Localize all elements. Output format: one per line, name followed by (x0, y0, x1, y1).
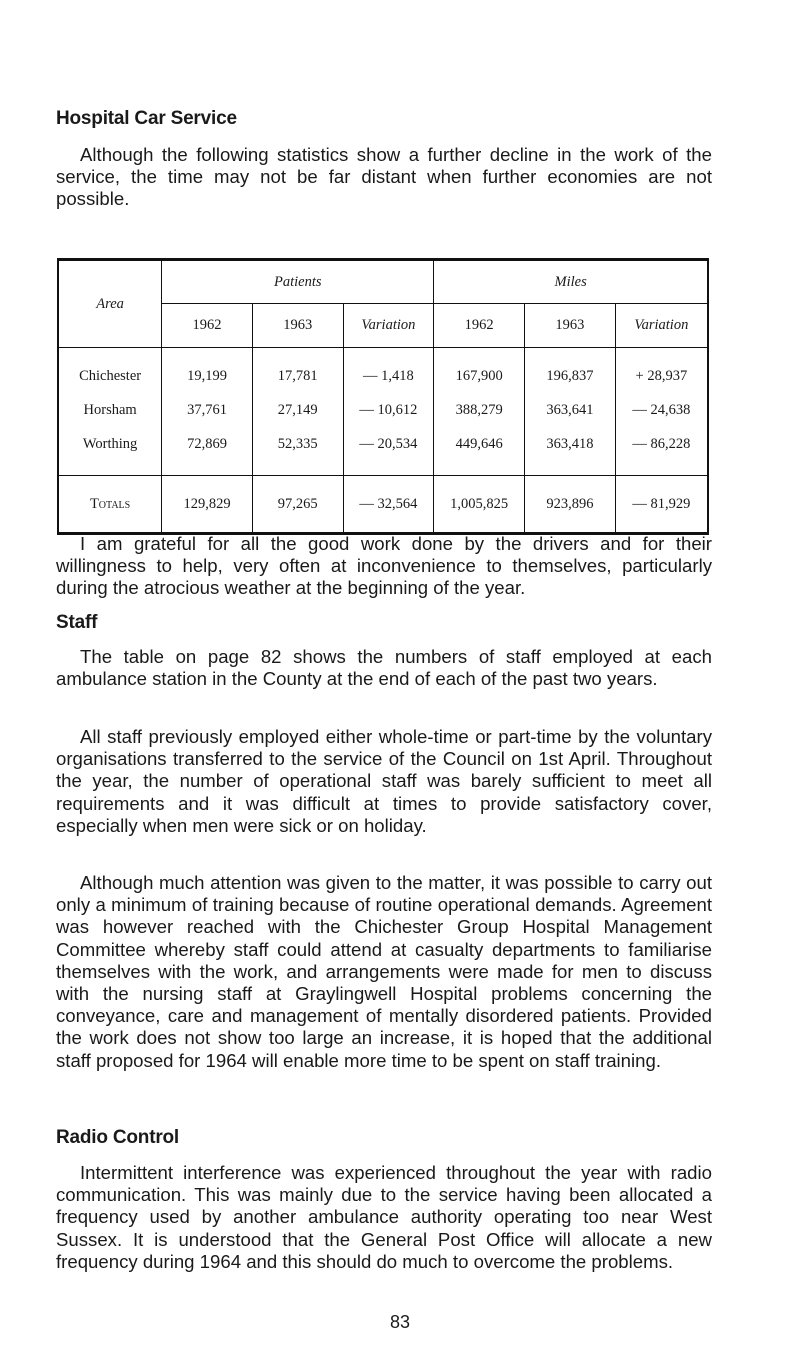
cell-patients-1963: 52,335 (252, 428, 343, 462)
cell-miles-1962: 449,646 (434, 428, 525, 462)
staff-paragraph-1: The table on page 82 shows the numbers of staff employed at each ambulance station in the County at the end of each of the past two years. (56, 646, 712, 690)
subheader-miles-variation: Variation (615, 304, 708, 348)
staff-paragraph-2: All staff previously employed either whole-time or part-time by the voluntary organisations transferred to the service of the Council on 1st April. Throughout the year, the number of operational staff was barely sufficient to meet all requirements and it was difficult at times to provide satisfactory cover, especially when men were sick or on holiday. (56, 726, 712, 836)
heading-hospital-car-service: Hospital Car Service (56, 108, 237, 129)
page-number: 83 (389, 1312, 411, 1332)
cell-area: Chichester (79, 368, 142, 384)
miles-header: Miles (434, 260, 708, 304)
patients-header: Patients (162, 260, 434, 304)
table-row (58, 428, 708, 462)
intro-paragraph: Although the following statistics show a further decline in the work of the service, the time may not be far distant when further economies are not possible. (56, 144, 712, 210)
cell-patients-variation: — 1,418 (343, 360, 434, 394)
cell-area: Horsham (83, 402, 137, 418)
cell-totals-patients-1962: 129,829 (162, 476, 253, 534)
subheader-miles-1962: 1962 (434, 304, 525, 348)
statistics-table (57, 258, 709, 535)
cell-miles-1963: 363,641 (525, 394, 616, 428)
subheader-patients-1963: 1963 (252, 304, 343, 348)
cell-patients-1962: 72,869 (162, 428, 253, 462)
table-header-row (58, 260, 708, 304)
cell-patients-1962: 19,199 (162, 360, 253, 394)
radio-paragraph: Intermittent interference was experienced throughout the year with radio communication. This was mainly due to the service having been allocated a frequency used by another ambulance authority operating too near West Sussex. It is understood that the General Post Office will allocate a new frequency during 1964 and this should do much to overcome the problems. (56, 1162, 712, 1272)
cell-area: Worthing (82, 436, 138, 452)
table-row (58, 394, 708, 428)
heading-staff: Staff (56, 612, 98, 633)
cell-miles-1962: 388,279 (434, 394, 525, 428)
cell-patients-variation: — 20,534 (343, 428, 434, 462)
cell-miles-variation: — 86,228 (615, 428, 708, 462)
subheader-patients-variation: Variation (343, 304, 434, 348)
cell-totals-patients-variation: — 32,564 (343, 476, 434, 534)
cell-totals-miles-1962: 1,005,825 (434, 476, 525, 534)
cell-totals-miles-1963: 923,896 (525, 476, 616, 534)
cell-patients-1962: 37,761 (162, 394, 253, 428)
cell-totals-label: Totals (89, 495, 131, 512)
area-header: Area (58, 260, 162, 348)
cell-miles-1963: 363,418 (525, 428, 616, 462)
cell-miles-1963: 196,837 (525, 360, 616, 394)
cell-miles-1962: 167,900 (434, 360, 525, 394)
cell-totals-miles-variation: — 81,929 (615, 476, 708, 534)
subheader-patients-1962: 1962 (162, 304, 253, 348)
cell-totals-patients-1963: 97,265 (252, 476, 343, 534)
cell-patients-1963: 17,781 (252, 360, 343, 394)
cell-patients-1963: 27,149 (252, 394, 343, 428)
cell-miles-variation: — 24,638 (615, 394, 708, 428)
cell-miles-variation: + 28,937 (615, 360, 708, 394)
spacer-row (58, 348, 708, 360)
totals-row (58, 476, 708, 534)
table-row (58, 360, 708, 394)
heading-radio-control: Radio Control (56, 1127, 179, 1148)
subheader-miles-1963: 1963 (525, 304, 616, 348)
cell-patients-variation: — 10,612 (343, 394, 434, 428)
spacer-row (58, 462, 708, 476)
staff-paragraph-3: Although much attention was given to the matter, it was possible to carry out only a minimum of training because of routine operational demands. Agreement was however reached with the Chichester Group Hospital Management Committee whereby staff could attend at casualty departments to familiarise themselves with the work, and arrangements were made for men to discuss with the nursing staff at Graylingwell Hospital problems concerning the conveyance, care and management of mentally disordered patients. Provided the work does not show too large an increase, it is hoped that the additional staff proposed for 1964 will enable more time to be spent on staff training. (56, 872, 712, 1071)
closing-paragraph: I am grateful for all the good work done by the drivers and for their willingness to help, very often at inconvenience to themselves, particularly during the atrocious weather at the beginning of the year. (56, 533, 712, 599)
